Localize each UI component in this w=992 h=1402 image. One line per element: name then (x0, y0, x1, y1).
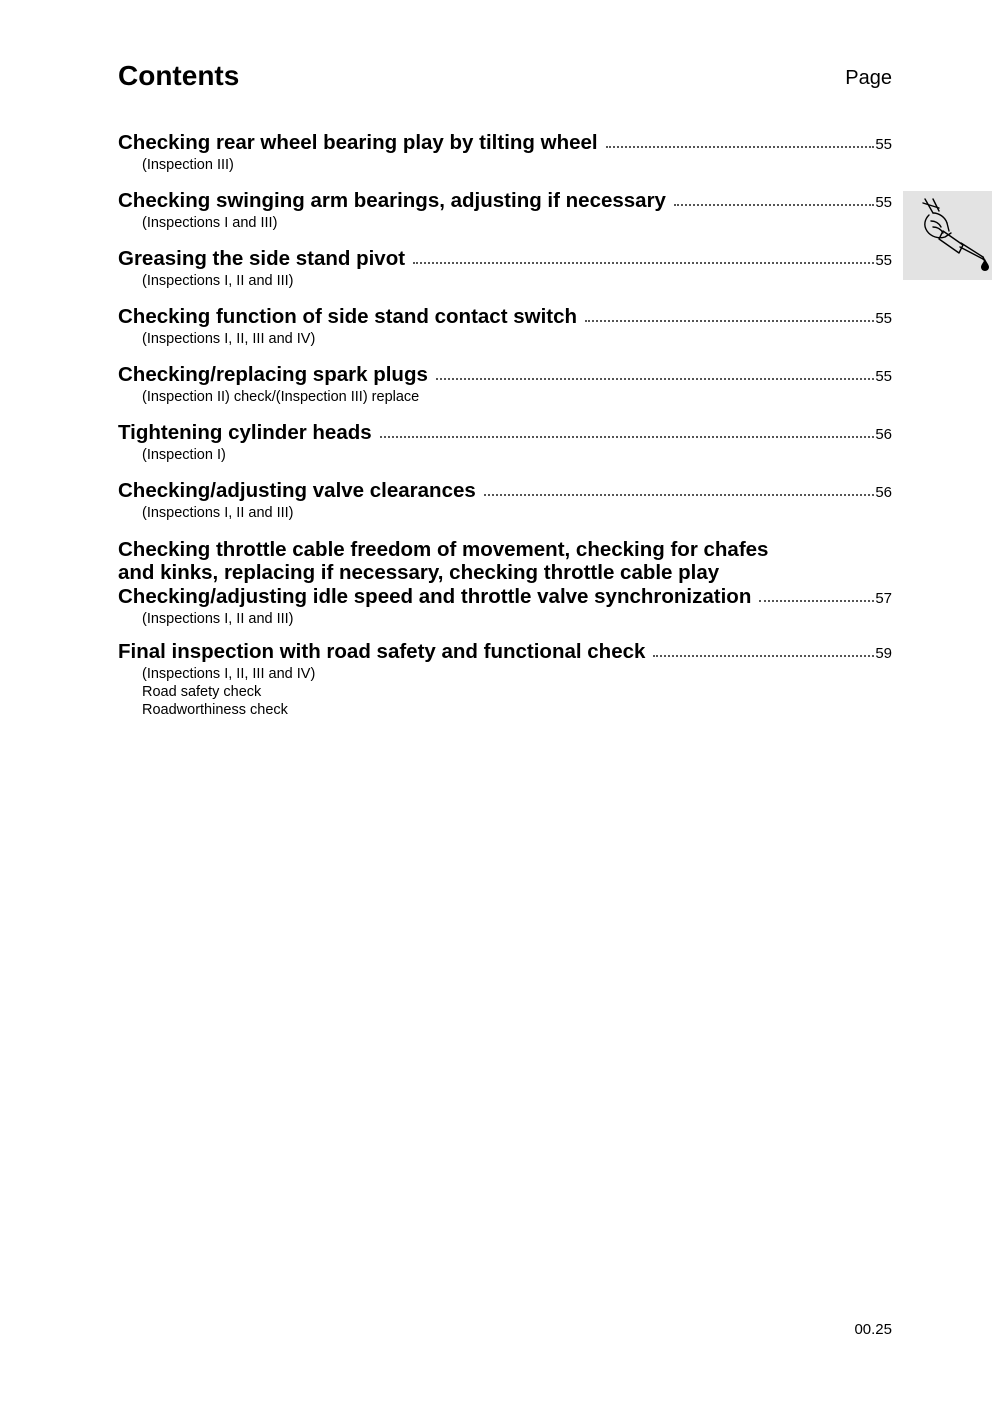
toc-heading-line (118, 130, 892, 156)
toc-heading-text: and kinks, replacing if necessary, checking throttle cable play (118, 561, 720, 584)
toc-page-number: 57 (875, 590, 892, 607)
toc-page-number: 56 (875, 484, 892, 501)
toc-subtext: (Inspection II) check/(Inspection III) replace (142, 389, 420, 405)
toc-heading-line (118, 246, 892, 272)
toc-heading-text: Checking function of side stand contact switch (118, 305, 578, 328)
toc-entry[interactable] (118, 478, 892, 522)
toc-heading-text: Tightening cylinder heads (118, 421, 372, 444)
toc-heading-text: Checking swinging arm bearings, adjusting if necessary (118, 189, 666, 212)
toc-entry[interactable] (118, 304, 892, 348)
toc-page-number: 55 (875, 136, 892, 153)
toc-page-number: 56 (875, 426, 892, 443)
toc-entry[interactable] (118, 420, 892, 464)
toc-heading-line (118, 584, 892, 610)
dot-leader (674, 204, 874, 206)
page-title: Contents (118, 60, 240, 91)
toc-heading-text: Checking throttle cable freedom of movement, checking for chafes (118, 538, 769, 561)
dot-leader (759, 600, 874, 602)
toc-heading-text: Checking/adjusting valve clearances (118, 479, 476, 502)
dot-leader (436, 378, 874, 380)
toc-page-number: 55 (875, 368, 892, 385)
toc-subtext: Road safety check (142, 684, 262, 700)
toc-heading-text: Final inspection with road safety and functional check (118, 640, 646, 663)
toc-entry[interactable] (118, 246, 892, 290)
toc-subtext: Roadworthiness check (142, 702, 288, 718)
toc-subtext: (Inspection I) (142, 447, 226, 463)
page-header (118, 58, 892, 98)
page-code: 00.25 (854, 1321, 892, 1338)
toc-heading-text: Greasing the side stand pivot (118, 247, 406, 270)
toc-subtext: (Inspections I, II and III) (142, 505, 294, 521)
toc-heading-line (118, 639, 892, 665)
toc-entry[interactable] (118, 538, 892, 628)
toc-heading-line (118, 420, 892, 446)
dot-leader (413, 262, 874, 264)
dot-leader (380, 436, 875, 438)
toc-heading-text: Checking/adjusting idle speed and throttle valve synchronization (118, 585, 752, 608)
toc-entry[interactable] (118, 130, 892, 174)
toc-entry[interactable] (118, 362, 892, 406)
toc-heading-line (118, 304, 892, 330)
page-column-label: Page (845, 67, 892, 89)
toc-page-number: 55 (875, 194, 892, 211)
toc-entry[interactable] (118, 188, 892, 232)
toc-subtext: (Inspections I, II and III) (142, 611, 294, 627)
toc-subtext: (Inspection III) (142, 157, 234, 173)
oil-drop-icon (981, 259, 989, 271)
section-tab (903, 191, 992, 280)
dot-leader (606, 146, 875, 148)
toc-subtext: (Inspections I, II, III and IV) (142, 666, 316, 682)
toc-page-number: 55 (875, 252, 892, 269)
dot-leader (653, 655, 874, 657)
toc-page-number: 59 (875, 645, 892, 662)
toc-heading-text: Checking/replacing spark plugs (118, 363, 428, 386)
toc-entry[interactable] (118, 639, 892, 719)
toc-subtext: (Inspections I and III) (142, 215, 278, 231)
dot-leader (484, 494, 875, 496)
toc-heading-text: Checking rear wheel bearing play by tilting wheel (118, 131, 598, 154)
toc-subtext: (Inspections I, II and III) (142, 273, 294, 289)
toc-heading-line (118, 478, 892, 504)
dot-leader (585, 320, 874, 322)
oil-can-hand-icon (903, 191, 992, 280)
toc-subtext: (Inspections I, II, III and IV) (142, 331, 316, 347)
toc-heading-line (118, 362, 892, 388)
toc-heading-line (118, 188, 892, 214)
toc-page-number: 55 (875, 310, 892, 327)
